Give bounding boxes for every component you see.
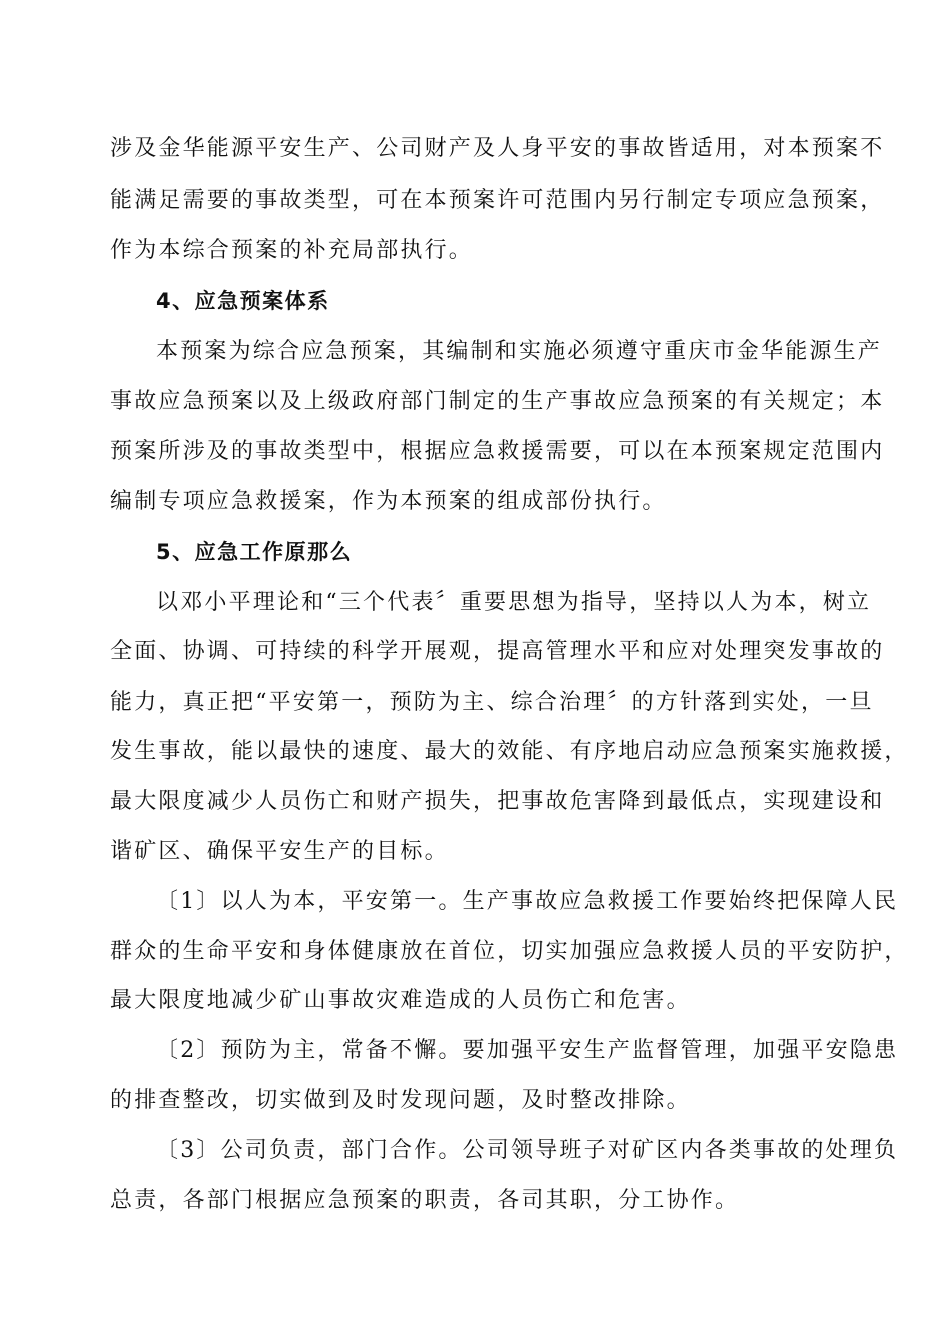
body-text-line: 能满足需要的事故类型，可在本预案许可范围内另行制定专项应急预案， [110,188,885,213]
body-text-line: 作为本综合预案的补充局部执行。 [110,238,474,263]
body-text-line: 以邓小平理论和“三个代表〞重要思想为指导，坚持以人为本，树立 [156,590,872,615]
body-text-line: 全面、协调、可持续的科学开展观，提高管理水平和应对处理突发事故的 [110,639,885,664]
body-text-line: 能力，真正把“平安第一，预防为主、综合治理〞的方针落到实处，一旦 [110,690,874,715]
section-5-heading: 5、应急工作原那么 [156,540,353,564]
body-text-line: 最大限度减少人员伤亡和财产损失，把事故危害降到最低点，实现建设和 [110,789,885,814]
body-text-line: 预案所涉及的事故类型中，根据应急救援需要，可以在本预案规定范围内 [110,439,885,464]
body-text-line: 本预案为综合应急预案，其编制和实施必须遵守重庆市金华能源生产 [156,339,883,364]
principle-1-line: 最大限度地减少矿山事故灾难造成的人员伤亡和危害。 [110,988,691,1013]
principle-3-line: 〔3〕公司负责，部门合作。公司领导班子对矿区内各类事故的处理负 [156,1138,899,1163]
principle-2-line: 〔2〕预防为主，常备不懈。要加强平安生产监督管理，加强平安隐患 [156,1038,899,1063]
body-text-line: 涉及金华能源平安生产、公司财产及人身平安的事故皆适用，对本预案不 [110,136,885,161]
section-4-heading: 4、应急预案体系 [156,289,330,313]
principle-1-line: 〔1〕以人为本，平安第一。生产事故应急救援工作要始终把保障人民 [156,889,899,914]
body-text-line: 事故应急预案以及上级政府部门制定的生产事故应急预案的有关规定；本 [110,389,885,414]
body-text-line: 发生事故，能以最快的速度、最大的效能、有序地启动应急预案实施救援， [110,739,909,764]
principle-3-line: 总责，各部门根据应急预案的职责，各司其职，分工协作。 [110,1188,740,1213]
principle-1-line: 群众的生命平安和身体健康放在首位，切实加强应急救援人员的平安防护， [110,939,909,964]
body-text-line: 谐矿区、确保平安生产的目标。 [110,839,449,864]
principle-2-line: 的排查整改，切实做到及时发现问题，及时整改排除。 [110,1088,691,1113]
body-text-line: 编制专项应急救援案，作为本预案的组成部份执行。 [110,489,667,514]
